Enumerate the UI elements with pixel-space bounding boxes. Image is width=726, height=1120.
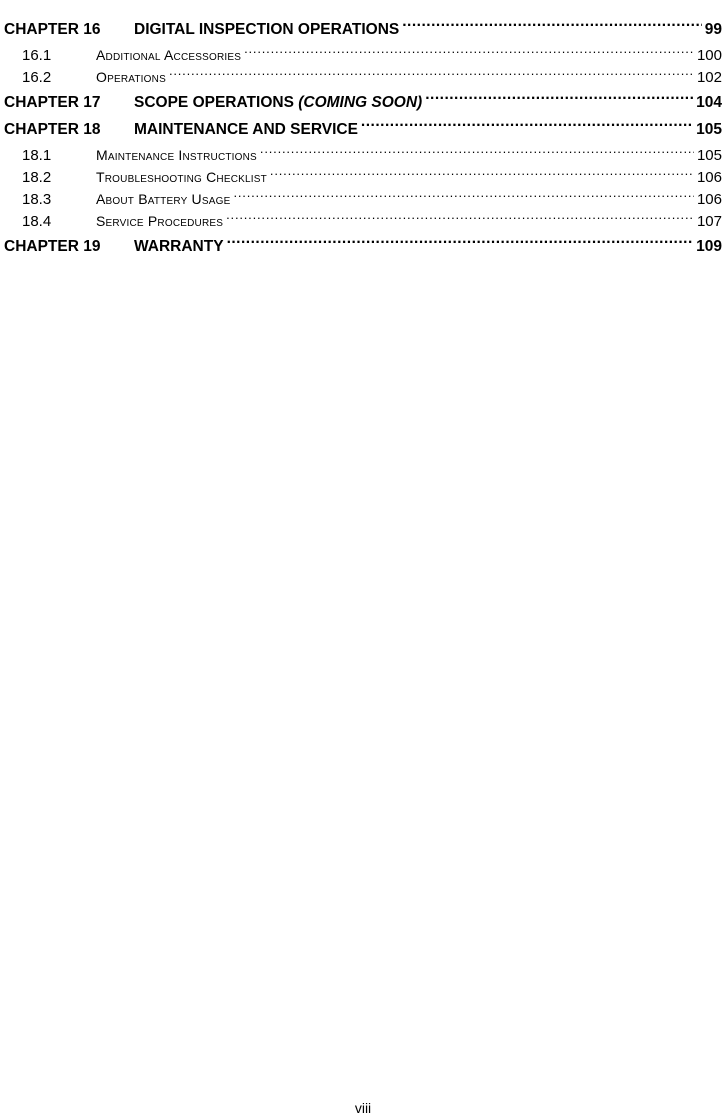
section-title: Operations — [96, 69, 166, 85]
toc-section-18-1[interactable] — [4, 144, 722, 166]
toc-section-18-2[interactable] — [4, 166, 722, 188]
toc-section-16-1[interactable] — [4, 44, 722, 66]
chapter-16-sections — [4, 44, 722, 88]
toc-section-18-3[interactable] — [4, 188, 722, 210]
section-title: Service Procedures — [96, 213, 224, 229]
dot-leader — [425, 92, 693, 108]
dot-leader — [361, 119, 693, 135]
chapter-page-number: 104 — [696, 94, 722, 111]
section-number: 18.4 — [22, 213, 52, 230]
dot-leader — [270, 167, 694, 182]
chapter-title: MAINTENANCE AND SERVICE — [134, 121, 358, 138]
chapter-number: CHAPTER 18 — [4, 121, 101, 138]
section-title: Additional Accessories — [96, 47, 242, 63]
chapter-page-number: 105 — [696, 121, 722, 138]
section-page-number: 105 — [696, 147, 722, 164]
section-number: 18.2 — [22, 169, 52, 186]
chapter-number: CHAPTER 17 — [4, 94, 101, 111]
dot-leader — [169, 67, 694, 82]
section-title: About Battery Usage — [96, 191, 231, 207]
chapter-title: DIGITAL INSPECTION OPERATIONS — [134, 21, 400, 38]
toc-chapter-19[interactable] — [4, 235, 722, 259]
section-number: 16.1 — [22, 47, 52, 64]
dot-leader — [227, 236, 694, 252]
toc-section-16-2[interactable] — [4, 66, 722, 88]
section-page-number: 106 — [696, 169, 722, 186]
section-page-number: 107 — [696, 213, 722, 230]
chapter-title-main: SCOPE OPERATIONS — [134, 94, 294, 111]
toc-section-18-4[interactable] — [4, 210, 722, 232]
section-number: 16.2 — [22, 69, 52, 86]
section-page-number: 102 — [696, 69, 722, 86]
section-page-number: 100 — [696, 47, 722, 64]
section-number: 18.1 — [22, 147, 52, 164]
toc-chapter-17[interactable] — [4, 91, 722, 115]
page-footer-number: viii — [354, 1100, 372, 1116]
chapter-title-note: (COMING SOON) — [298, 94, 423, 111]
chapter-page-number: 99 — [704, 21, 722, 38]
section-number: 18.3 — [22, 191, 52, 208]
dot-leader — [260, 145, 694, 160]
section-title: Troubleshooting Checklist — [96, 169, 267, 185]
chapter-18-sections — [4, 144, 722, 232]
chapter-title — [134, 91, 422, 115]
chapter-number: CHAPTER 16 — [4, 21, 101, 38]
toc-chapter-16[interactable] — [4, 18, 722, 42]
chapter-number: CHAPTER 19 — [4, 238, 101, 255]
dot-leader — [226, 211, 694, 226]
chapter-page-number: 109 — [696, 238, 722, 255]
section-title: Maintenance Instructions — [96, 147, 257, 163]
dot-leader — [244, 45, 694, 60]
table-of-contents — [4, 18, 722, 259]
chapter-title: WARRANTY — [134, 238, 224, 255]
dot-leader — [402, 19, 702, 35]
toc-chapter-18[interactable] — [4, 118, 722, 142]
dot-leader — [233, 189, 694, 204]
section-page-number: 106 — [696, 191, 722, 208]
